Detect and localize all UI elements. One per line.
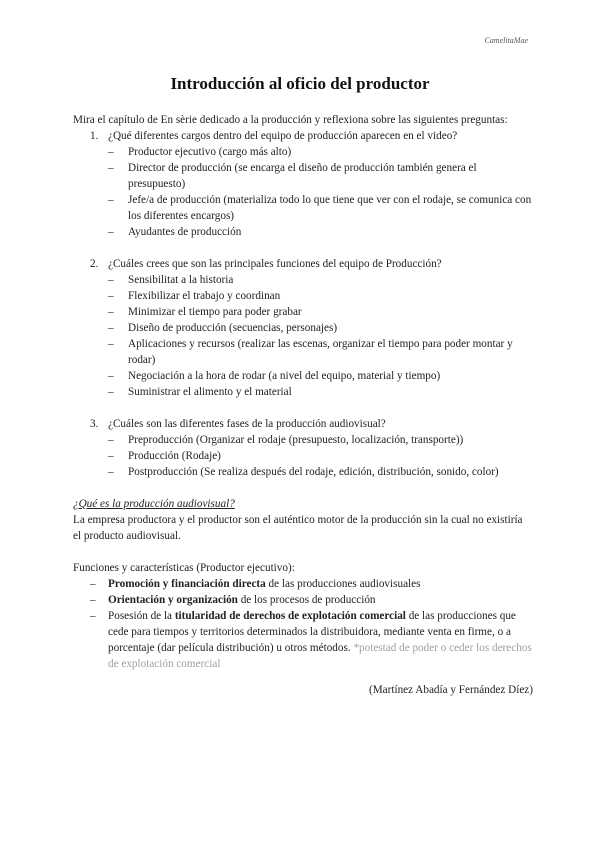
dash-bullet: – bbox=[108, 162, 114, 174]
answer-text: Negociación a la hora de rodar (a nivel del equipo, material y tiempo) bbox=[128, 370, 441, 382]
dash-bullet: – bbox=[108, 434, 114, 446]
answer-text: Ayudantes de producción bbox=[128, 226, 242, 238]
dash-bullet: – bbox=[90, 594, 96, 606]
citation: (Martínez Abadía y Fernández Díez) bbox=[368, 684, 533, 696]
answer-text: Postproducción (Se realiza después del rodaje, edición, distribución, sonido, color) bbox=[128, 466, 499, 478]
answer-item bbox=[108, 336, 533, 368]
answer-item bbox=[108, 320, 533, 336]
dash-bullet: – bbox=[90, 610, 96, 622]
answer-text: Producción (Rodaje) bbox=[128, 450, 221, 462]
answer-item bbox=[108, 384, 533, 400]
answer-list bbox=[73, 144, 533, 240]
answer-item bbox=[108, 448, 533, 464]
spacer bbox=[73, 480, 533, 496]
answer-text: Diseño de producción (secuencias, personajes) bbox=[128, 322, 338, 334]
question-number: 2. bbox=[90, 258, 99, 270]
page-title: Introducción al oficio del productor bbox=[170, 74, 430, 93]
question-text: ¿Cuáles son las diferentes fases de la producción audiovisual? bbox=[108, 418, 386, 430]
answer-list bbox=[73, 272, 533, 400]
dash-bullet: – bbox=[90, 578, 96, 590]
answer-text: Aplicaciones y recursos (realizar las escenas, organizar el tiempo para poder montar y rodar) bbox=[128, 338, 513, 366]
dash-bullet: – bbox=[108, 450, 114, 462]
answer-item bbox=[108, 304, 533, 320]
answer-text: Director de producción (se encarga el diseño de producción también genera el presupuesto) bbox=[128, 162, 477, 190]
dash-bullet: – bbox=[108, 466, 114, 478]
answer-item bbox=[108, 192, 533, 224]
dash-bullet: – bbox=[108, 370, 114, 382]
answer-item bbox=[108, 272, 533, 288]
function-item bbox=[90, 592, 533, 608]
question-list bbox=[73, 128, 533, 480]
answer-text: Suministrar el alimento y el material bbox=[128, 386, 292, 398]
function-text: de las producciones audiovisuales bbox=[265, 578, 421, 590]
answer-item bbox=[108, 368, 533, 384]
answer-item bbox=[108, 432, 533, 448]
section-heading: ¿Qué es la producción audiovisual? bbox=[73, 498, 235, 510]
function-text: de las producciones que cede para tiempos y territorios determinados la distribuidora, mediante venta en firme, o a porcentaje (dar película distribución) u otros métodos. bbox=[108, 610, 516, 654]
question-text: ¿Cuáles crees que son las principales funciones del equipo de Producción? bbox=[108, 258, 442, 270]
question-item bbox=[73, 128, 533, 144]
question-item bbox=[73, 256, 533, 272]
answer-text: Flexibilizar el trabajo y coordinan bbox=[128, 290, 281, 302]
author-tag: CamelitaMae bbox=[484, 36, 528, 45]
function-bold: Orientación y organización bbox=[108, 594, 238, 606]
answer-text: Preproducción (Organizar el rodaje (presupuesto, localización, transporte)) bbox=[128, 434, 464, 446]
function-text: de los procesos de producción bbox=[237, 594, 376, 606]
function-item bbox=[90, 576, 533, 592]
dash-bullet: – bbox=[108, 338, 114, 350]
spacer bbox=[73, 240, 533, 256]
spacer bbox=[73, 544, 533, 560]
dash-bullet: – bbox=[108, 274, 114, 286]
function-item bbox=[90, 608, 533, 672]
answer-item bbox=[108, 288, 533, 304]
functions-list bbox=[73, 576, 533, 672]
answer-text: Minimizar el tiempo para poder grabar bbox=[128, 306, 302, 318]
answer-item bbox=[108, 160, 533, 192]
function-bold: Promoción y financiación directa bbox=[108, 578, 266, 590]
document-body bbox=[73, 112, 533, 698]
answer-list bbox=[73, 432, 533, 480]
dash-bullet: – bbox=[108, 322, 114, 334]
dash-bullet: – bbox=[108, 386, 114, 398]
answer-item bbox=[108, 224, 533, 240]
function-note: *potestad de poder o ceder los derechos de explotación comercial bbox=[108, 642, 532, 670]
dash-bullet: – bbox=[108, 290, 114, 302]
question-number: 3. bbox=[90, 418, 99, 430]
question-text: ¿Qué diferentes cargos dentro del equipo de producción aparecen en el video? bbox=[108, 130, 458, 142]
function-pre: Posesión de la bbox=[108, 610, 175, 622]
answer-text: Jefe/a de producción (materializa todo lo que tiene que ver con el rodaje, se comunica con los diferentes encargos) bbox=[128, 194, 532, 222]
function-bold: titularidad de derechos de explotación comercial bbox=[174, 610, 406, 622]
question-item bbox=[73, 416, 533, 432]
spacer bbox=[73, 400, 533, 416]
dash-bullet: – bbox=[108, 146, 114, 158]
dash-bullet: – bbox=[108, 226, 114, 238]
answer-text: Productor ejecutivo (cargo más alto) bbox=[128, 146, 292, 158]
answer-text: Sensibilitat a la historia bbox=[128, 274, 234, 286]
dash-bullet: – bbox=[108, 306, 114, 318]
functions-heading: Funciones y características (Productor ejecutivo): bbox=[73, 562, 295, 574]
dash-bullet: – bbox=[108, 194, 114, 206]
answer-item bbox=[108, 144, 533, 160]
question-number: 1. bbox=[90, 130, 99, 142]
intro-paragraph: Mira el capítulo de En sèrie dedicado a la producción y reflexiona sobre las siguientes preguntas: bbox=[73, 114, 508, 126]
answer-item bbox=[108, 464, 533, 480]
section-paragraph: La empresa productora y el productor son el auténtico motor de la producción sin la cual no existiría el producto audiovisual. bbox=[73, 514, 523, 542]
